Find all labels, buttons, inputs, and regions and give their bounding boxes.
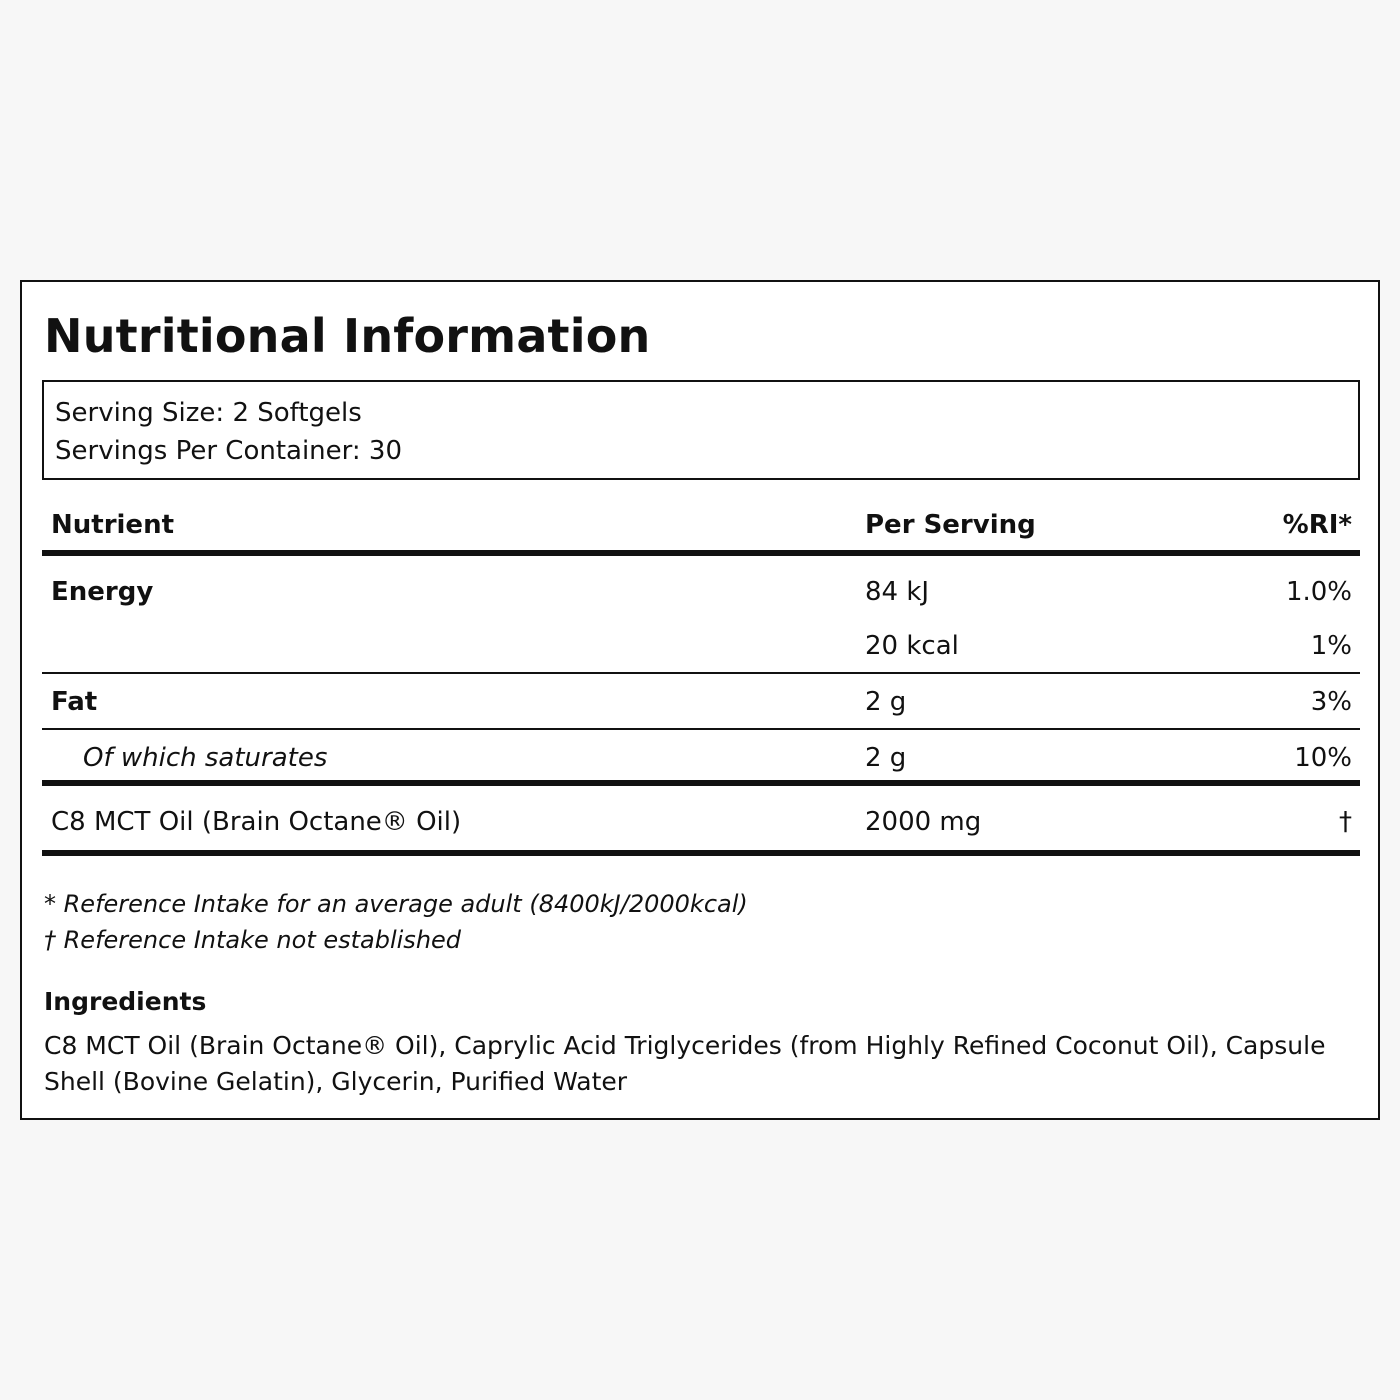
mct-name: C8 MCT Oil (Brain Octane® Oil) (51, 807, 462, 837)
footnote-ri: * Reference Intake for an average adult (8400kJ/2000kcal) (44, 890, 748, 918)
saturates-ri: 10% (1294, 743, 1352, 773)
table-row-saturates (42, 730, 1360, 786)
energy-kj: 84 kJ (865, 577, 930, 607)
serving-info-box (42, 380, 1360, 480)
ingredients-title: Ingredients (44, 987, 207, 1016)
header-nutrient: Nutrient (51, 510, 175, 540)
nutrition-label (20, 280, 1380, 1120)
energy-name: Energy (51, 577, 154, 607)
mct-amount: 2000 mg (865, 807, 982, 837)
fat-amount: 2 g (865, 687, 907, 717)
fat-name: Fat (51, 687, 98, 717)
saturates-amount: 2 g (865, 743, 907, 773)
mct-ri: † (1339, 807, 1352, 837)
ingredients-text: C8 MCT Oil (Brain Octane® Oil), Caprylic Acid Triglycerides (from Highly Refined Coconut Oil), Capsule Shell (Bovine Gelatin), Glycerin, Purified Water (44, 1031, 1326, 1096)
nutrient-table (42, 500, 1360, 856)
serving-size: Serving Size: 2 Softgels (55, 398, 362, 428)
label-title: Nutritional Information (44, 309, 651, 363)
footnote-dagger: † Reference Intake not established (44, 926, 462, 954)
fat-ri: 3% (1310, 687, 1352, 717)
energy-kj-ri: 1.0% (1285, 577, 1352, 607)
saturates-name: Of which saturates (83, 743, 328, 773)
table-row-energy (42, 556, 1360, 674)
footnotes (44, 886, 748, 958)
table-header-row (42, 500, 1360, 556)
servings-per-container: Servings Per Container: 30 (55, 436, 403, 466)
energy-kcal: 20 kcal (865, 631, 959, 661)
header-per-serving: Per Serving (865, 510, 1036, 540)
energy-kcal-ri: 1% (1310, 631, 1352, 661)
header-ri: %RI* (1282, 510, 1352, 540)
table-row-mct-oil (42, 786, 1360, 856)
table-row-fat (42, 674, 1360, 730)
